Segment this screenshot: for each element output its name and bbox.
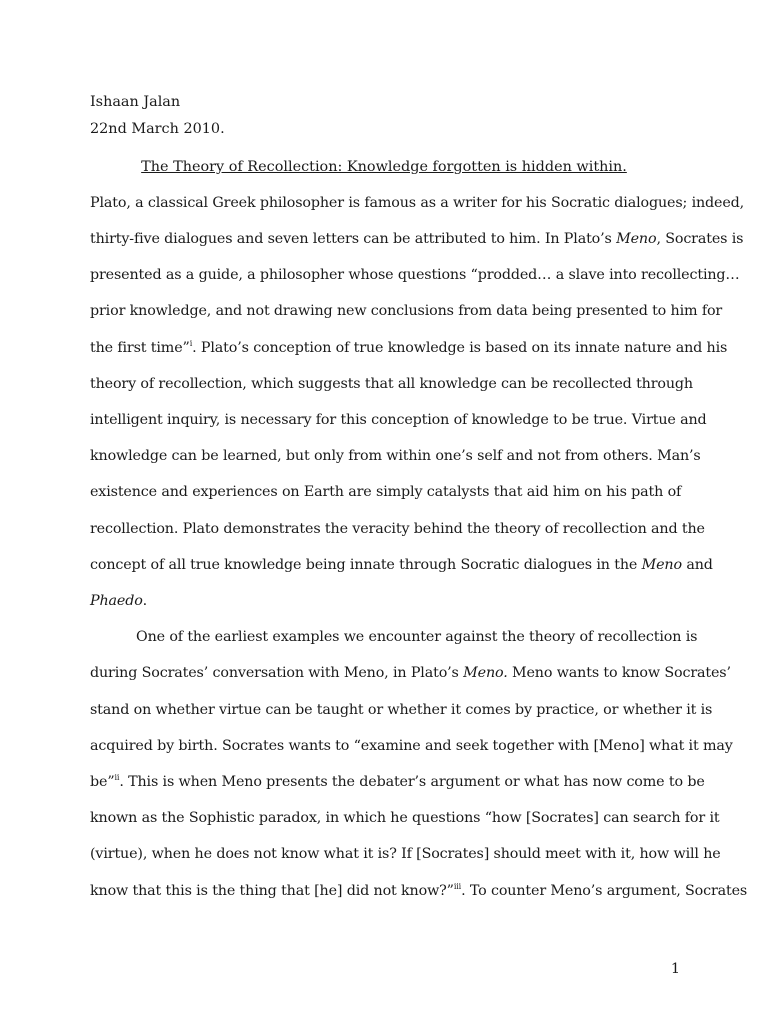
paragraph-1-line-11 — [90, 555, 713, 575]
text-segment: knowledge can be learned, but only from within one’s self and not from others. Man’s — [90, 448, 701, 464]
paragraph-1-line-4 — [90, 301, 723, 321]
text-segment: the first time” — [90, 340, 190, 356]
paragraph-2-line-1 — [136, 627, 698, 647]
text-segment: be” — [90, 774, 115, 790]
text-segment: known as the Sophistic paradox, in which he questions “how [Socrates] can search for it — [90, 810, 720, 826]
text-segment: One of the earliest examples we encounter against the theory of recollection is — [136, 629, 698, 645]
text-segment: . Plato’s conception of true knowledge is based on its innate nature and his — [192, 340, 728, 356]
document-date: 22nd March 2010. — [90, 121, 225, 137]
italic-title: Meno — [641, 557, 682, 573]
paragraph-2-line-7 — [90, 844, 721, 864]
text-segment: . — [142, 593, 148, 609]
text-segment: prior knowledge, and not drawing new conclusions from data being presented to him for — [90, 303, 723, 319]
footnote-marker: ii — [114, 773, 120, 783]
text-segment: thirty-five dialogues and seven letters can be attributed to him. In Plato’s — [90, 231, 617, 247]
paragraph-1-line-6 — [90, 374, 693, 394]
paragraph-2-line-2 — [90, 663, 731, 683]
text-segment: Plato, a classical Greek philosopher is famous as a writer for his Socratic dialogues; indeed, — [90, 195, 745, 211]
text-segment: . This is when Meno presents the debater’s argument or what has now come to be — [119, 774, 705, 790]
text-segment: existence and experiences on Earth are simply catalysts that aid him on his path of — [90, 484, 682, 500]
paragraph-1-line-9 — [90, 482, 680, 502]
footnote-marker: iii — [453, 882, 462, 892]
text-segment: recollection. Plato demonstrates the veracity behind the theory of recollection and the — [90, 521, 705, 537]
text-segment: know that this is the thing that [he] did not know?” — [90, 883, 454, 899]
paragraph-1-line-10 — [90, 519, 705, 539]
text-segment: concept of all true knowledge being innate through Socratic dialogues in the — [90, 557, 642, 573]
author-name: Ishaan Jalan — [90, 94, 181, 110]
paragraph-2-line-8 — [90, 881, 748, 901]
paragraph-1-line-12 — [90, 591, 680, 611]
text-segment: and — [681, 557, 713, 573]
text-segment: intelligent inquiry, is necessary for this conception of knowledge to be true. Virtue and — [90, 412, 707, 428]
footnote-marker: i — [189, 339, 193, 349]
paragraph-1-line-3 — [90, 265, 740, 285]
paragraph-2-line-6 — [90, 808, 720, 828]
text-segment: Meno wants to know Socrates’ — [507, 665, 731, 681]
italic-title: Phaedo — [90, 593, 143, 609]
page-number: 1 — [670, 961, 680, 977]
paragraph-2-line-3 — [90, 700, 713, 720]
italic-title: Meno — [616, 231, 657, 247]
text-segment: presented as a guide, a philosopher whose questions “prodded… a slave into recollecting… — [90, 267, 740, 283]
essay-title: The Theory of Recollection: Knowledge forgotten is hidden within. — [141, 159, 627, 175]
paragraph-1-line-1 — [90, 193, 745, 213]
paragraph-2-line-4 — [90, 736, 733, 756]
paragraph-2-line-5 — [90, 772, 705, 792]
paragraph-1-line-8 — [90, 446, 701, 466]
paragraph-1-line-2 — [90, 229, 744, 249]
text-segment: (virtue), when he does not know what it is? If [Socrates] should meet with it, how will he — [90, 846, 721, 862]
text-segment: during Socrates’ conversation with Meno, in Plato’s — [90, 665, 464, 681]
paragraph-1-line-7 — [90, 410, 707, 430]
text-segment: stand on whether virtue can be taught or whether it comes by practice, or whether it is — [90, 702, 713, 718]
text-segment: . To counter Meno’s argument, Socrates — [461, 883, 748, 899]
paragraph-1-line-5 — [90, 338, 728, 358]
text-segment: acquired by birth. Socrates wants to “examine and seek together with [Meno] what it may — [90, 738, 733, 754]
text-segment: , Socrates is — [656, 231, 744, 247]
italic-title: Meno. — [463, 665, 508, 681]
text-segment: theory of recollection, which suggests that all knowledge can be recollected through — [90, 376, 693, 392]
